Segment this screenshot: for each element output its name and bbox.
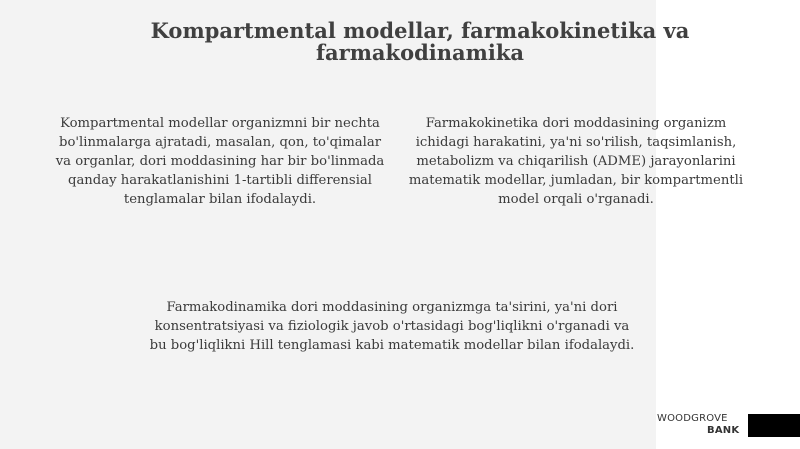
logo-line-bank: BANK <box>707 425 740 436</box>
right-background-band <box>656 0 800 449</box>
pharmacokinetics-text: Farmakokinetika dori moddasining organizm ichidagi harakatini, ya'ni so'rilish, taqsimlanish, metabolizm va chiqarilish (ADME) jarayonlarini matematik modellar, jumladan, bir kompartmentli model orqali o'rganadi. <box>408 116 744 207</box>
pharmacodynamics-text: Farmakodinamika dori moddasining organizmga ta'sirini, ya'ni dori konsentratsiyasi va fiziologik javob o'rtasidagi bog'liqlikni o'rganadi va bu bog'liqlikni Hill tenglamasi kabi matematik modellar bilan ifodalaydi. <box>149 300 635 353</box>
logo-black-box <box>748 414 800 437</box>
woodgrove-bank-logo <box>657 413 739 437</box>
slide-title: Kompartmental modellar, farmakokinetika va farmakodinamika <box>150 18 690 65</box>
compartmental-models-text: Kompartmental modellar organizmni bir nechta bo'linmalarga ajratadi, masalan, qon, to'qimalar va organlar, dori moddasining har bir bo'linmada qanday harakatlanishini 1-tartibli differensial tenglamalar bilan ifodalaydi. <box>55 116 385 207</box>
logo-line-woodgrove: WOODGROVE <box>657 413 728 424</box>
